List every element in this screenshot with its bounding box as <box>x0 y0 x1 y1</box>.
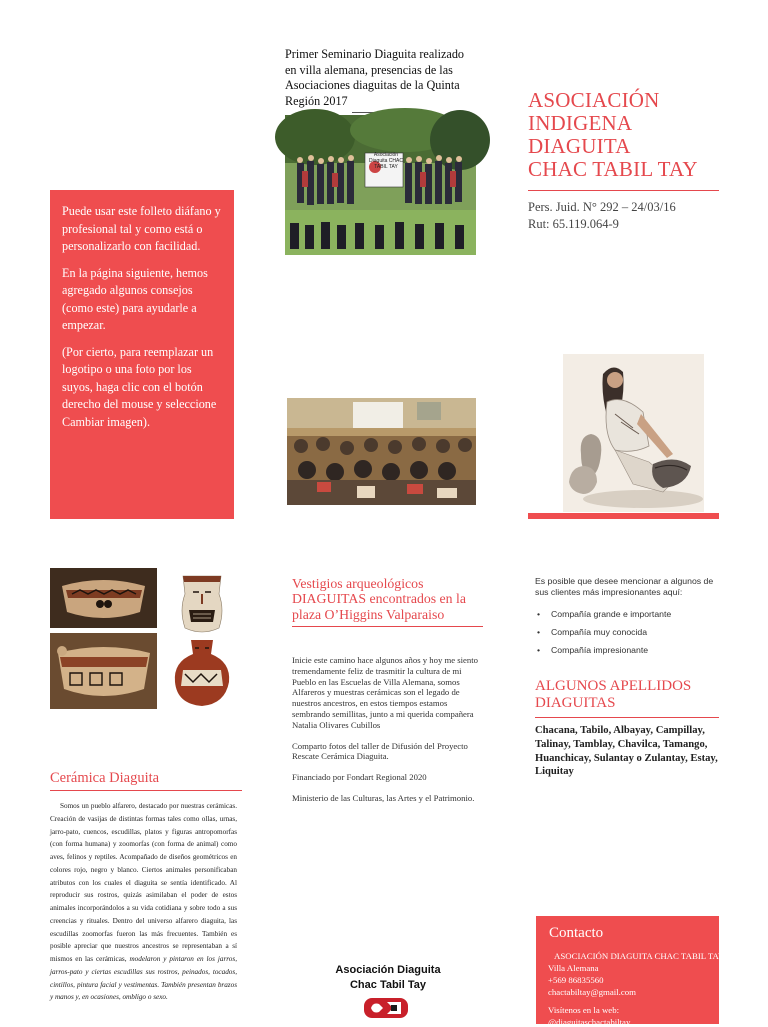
vestigios-heading: Vestigios arqueológicos DIAGUITAS encontrados en la plaza O’Higgins Valparaiso <box>292 576 466 622</box>
banner-text: Asociación Diaguita CHAC TABIL TAY <box>369 152 403 170</box>
ceramic-pot-photo <box>165 636 239 710</box>
contact-email[interactable]: chactabiltay@gmail.com <box>548 987 636 997</box>
org-title <box>528 89 728 181</box>
clients-list-item: • Compañía impresionante <box>537 645 649 655</box>
contact-web-label: Visítenos en la web: <box>548 1005 620 1015</box>
header-rule <box>528 190 719 191</box>
tip-paragraph-3: (Por cierto, para reemplazar un logotipo o una foto por los suyos, haga clic con el botón derecho del mouse y seleccione Cambiar imagen). <box>62 344 217 429</box>
clients-list <box>537 609 727 663</box>
tip-box <box>50 190 234 519</box>
vestigios-paragraph-2: Comparto fotos del taller de Difusión del Proyecto Rescate Cerámica Diaguita. <box>292 740 468 762</box>
org-title-line-3: DIAGUITA <box>528 134 631 158</box>
contact-city: Villa Alemana <box>548 963 599 973</box>
vestigios-rule <box>292 626 483 627</box>
org-title-line-4: CHAC TABIL TAY <box>528 157 698 181</box>
pers-juid: Pers. Juid. N° 292 – 24/03/16 <box>528 200 676 214</box>
ceramica-body <box>50 800 237 1004</box>
rut: Rut: 65.119.064-9 <box>528 217 619 231</box>
seminar-group-photo <box>285 115 476 255</box>
vestigios-paragraph-4: Ministerio de las Culturas, las Artes y el Patrimonio. <box>292 792 475 803</box>
workshop-classroom-photo <box>287 398 476 505</box>
logo-emblem-icon <box>363 996 409 1020</box>
vestigios-body <box>292 655 486 804</box>
logo-line-2: Chac Tabil Tay <box>349 979 426 991</box>
tip-paragraph-2: En la página siguiente, hemos agregado algunos consejos (como este) para ayudarle a empezar. <box>62 265 208 332</box>
seminar-caption: Primer Seminario Diaguita realizado en villa alemana, presencias de las Asociaciones diaguitas de la Quinta Región 2017 <box>285 47 465 108</box>
logo-line-1: Asociación Diaguita <box>335 964 441 976</box>
ceramica-rule <box>50 790 242 791</box>
ceramica-body-italic: modelaron y pintaron en los jarros, jarros-pato y ciertas escudillas sus rostros, peinados, tocados, cintillos, pintura facial y vestimentas. También presentan brazos y manos y, en ocasiones, ombligo o sexo. <box>50 955 237 1002</box>
client-name: Compañía impresionante <box>551 645 649 655</box>
client-name: Compañía muy conocida <box>551 627 648 637</box>
logo-block <box>318 963 458 993</box>
contact-heading: Contacto <box>549 925 604 941</box>
vestigios-paragraph-1: Inicie este camino hace algunos años y hoy me siento tremendamente feliz de trasmitir la cultura de mi Pueblo en las Escuelas de Villa Alemana, somos Alfareros y muestras cerámicas son el legado de nuestros ancestros, en estos tiempos estamos sembrando semillitas, junto a mi querida compañera Natalia Olivares Cubillos <box>292 655 479 730</box>
contact-phone: +569 86835560 <box>548 975 604 985</box>
ceramica-heading: Cerámica Diaguita <box>50 770 160 786</box>
ceramica-body-plain: Somos un pueblo alfarero, destacado por nuestras cerámicas. Creación de vasijas de distintas formas tales como ollas, urnas, jarro-pato, cuencos, escudillas, platos y figuras antropomorfas (con forma humana) y zoomorfas (con forma de animal) como aves, felinos y reptiles. Acompañado de diseños geométricos en colores rojo, negro y blanco. Ciertos animales personificaban atributos con los cuales el diaguita se sentía identificado. Al reproducir sus rostros, quizás asimilaban el poder de estos animales incorporándolos a su vida cotidiana y sobre todo a sus creencias y rituales. Dentro del universo alfarero diaguita, las escudillas zoomorfas fueron las más frecuentes. También es posible apreciar que nuestros ancestros se representaban a sí mismos en las cerámicas, <box>50 802 237 963</box>
ceramic-bowl-photo-1 <box>50 568 157 628</box>
tip-paragraph-1: Puede usar este folleto diáfano y profesional tal y como está o personalizarlo con facilidad. <box>62 204 221 253</box>
diaguita-woman-illustration <box>563 354 704 512</box>
clients-list-item: • Compañía grande e importante <box>537 609 672 619</box>
vestigios-paragraph-3: Financiado por Fondart Regional 2020 <box>292 772 427 783</box>
contact-box <box>536 916 725 1027</box>
apellidos-list: Chacana, Tabilo, Albayay, Campillay, Talinay, Tamblay, Chavilca, Tamango, Huanchicay, Sulantay o Zulantay, Estay, Liquitay <box>535 725 718 778</box>
contact-org: ASOCIACIÓN DIAGUITA CHAC TABIL TAY <box>554 951 725 961</box>
apellidos-heading: ALGUNOS APELLIDOS DIAGUITAS <box>535 678 692 711</box>
clients-list-item: • Compañía muy conocida <box>537 627 648 637</box>
clients-intro: Es posible que desee mencionar a algunos de sus clientes más impresionantes aquí: <box>535 576 714 597</box>
apellidos-rule <box>535 717 719 718</box>
ceramic-face-jar-photo <box>165 570 239 637</box>
contact-web[interactable]: @diaguitaschactabiltay <box>548 1017 631 1027</box>
illustration-red-bar <box>528 513 719 519</box>
client-name: Compañía grande e importante <box>551 609 672 619</box>
ceramic-bowl-photo-2 <box>50 633 157 709</box>
org-title-line-2: INDIGENA <box>528 111 633 135</box>
org-title-line-1: ASOCIACIÓN <box>528 88 660 112</box>
